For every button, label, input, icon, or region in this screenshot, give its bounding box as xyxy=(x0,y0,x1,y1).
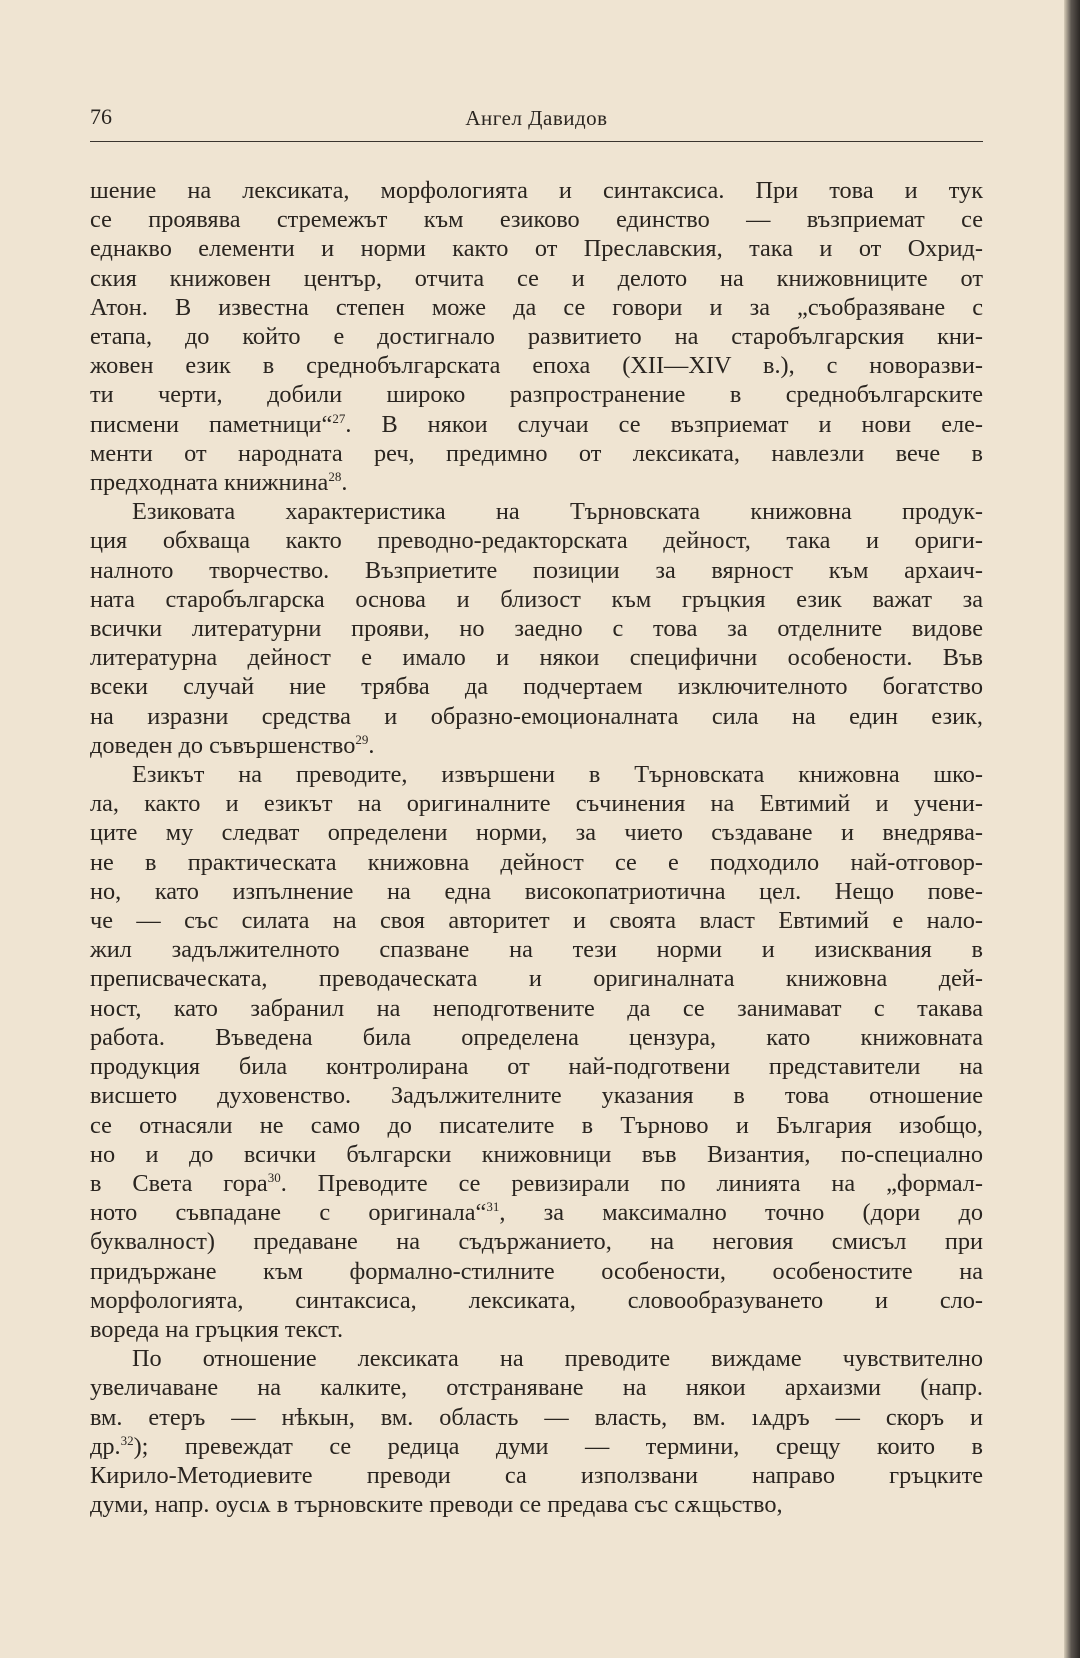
text-line: морфологията, синтаксиса, лексиката, словообразуването и сло- xyxy=(90,1286,983,1314)
text-line: ност, като забранил на неподготвените да се занимават с такава xyxy=(90,994,983,1022)
text-line: ците му следват определени норми, за чието създаване и внедрява- xyxy=(90,819,983,847)
text-line: менти от народната реч, предимно от лексиката, навлезли вече в xyxy=(90,439,983,467)
text-line: доведен до съвършенство$^{29}$. xyxy=(90,731,375,759)
text-line: че — със силата на своя авторитет и своята власт Евтимий е нало- xyxy=(90,907,983,935)
text-line: еднакво елементи и норми както от Преславския, така и от Охрид- xyxy=(90,235,983,263)
text-line: работа. Въведена била определена цензура, като книжовната xyxy=(90,1023,983,1051)
paragraph xyxy=(90,760,983,1344)
running-title: Ангел Давидов xyxy=(465,106,608,130)
text-line: преписваческата, преводаческата и оригиналната книжовна дей- xyxy=(90,965,983,993)
text-line: в Света гора$^{30}$. Преводите се ревизирали по линията на „формал- xyxy=(90,1169,983,1197)
header-rule xyxy=(90,141,983,142)
page-edge-shadow xyxy=(1064,0,1080,1658)
text-line: писмени паметници“$^{27}$. В някои случаи се възприемат и нови еле- xyxy=(90,410,983,438)
text-line: всеки случай ние трябва да подчертаем изключителното богатство xyxy=(90,673,983,701)
text-line: вм. етеръ — нѣкын, вм. область — власть, вм. ıѧдръ — скоръ и xyxy=(90,1403,983,1431)
text-line: Езиковата характеристика на Търновската книжовна продук- xyxy=(132,498,983,526)
text-line: ти черти, добили широко разпространение в среднобългарските xyxy=(90,381,983,409)
text-line: ната старобългарска основа и близост към гръцкия език важат за xyxy=(90,585,983,613)
text-line: ла, както и езикът на оригиналните съчинения на Евтимий и учени- xyxy=(90,790,983,818)
text-line: но, като изпълнение на една високопатриотична цел. Нещо пове- xyxy=(90,877,983,905)
text-line: Атон. В известна степен може да се говори и за „съобразяване с xyxy=(90,293,983,321)
text-line: се отнасяли не само до писателите в Търново и България изобщо, xyxy=(90,1111,983,1139)
text-line: жил задължителното спазване на тези норми и изисквания в xyxy=(90,936,983,964)
text-line: Кирило-Методиевите преводи са използвани направо гръцките xyxy=(90,1461,983,1489)
running-head xyxy=(90,100,983,140)
text-line: продукция била контролирана от най-подготвени представители на xyxy=(90,1053,983,1081)
text-line: Езикът на преводите, извършени в Търновската книжовна шко- xyxy=(132,761,983,789)
text-line: се проявява стремежът към езиково единство — възприемат се xyxy=(90,206,983,234)
text-line: увеличаване на калките, отстраняване на някои архаизми (напр. xyxy=(90,1374,983,1402)
text-line: но и до всички български книжовници във Византия, по-специално xyxy=(90,1140,983,1168)
text-line: ното съвпадане с оригинала“$^{31}$, за максимално точно (дори до xyxy=(90,1199,983,1227)
text-line: не в практическата книжовна дейност се е подходило най-отговор- xyxy=(90,848,983,876)
page-number: 76 xyxy=(90,104,112,129)
text-line: шение на лексиката, морфологията и синтаксиса. При това и тук xyxy=(90,177,983,204)
text-line: думи, напр. оусıѧ в търновските преводи се предава със сѫщьство, xyxy=(90,1491,783,1519)
text-line: налното творчество. Възприетите позиции за вярност към архаич- xyxy=(90,556,983,584)
text-line: др.$^{32}$); превеждат се редица думи — термини, срещу които в xyxy=(90,1432,983,1460)
text-line: ския книжовен център, отчита се и делото на книжовниците от xyxy=(90,264,983,292)
text-line: буквалност) предаване на съдържанието, на неговия смисъл при xyxy=(90,1228,983,1256)
text-line: придържане към формално-стилните особености, особеностите на xyxy=(90,1257,983,1285)
text-line: литературна дейност е имало и някои специфични особености. Във xyxy=(90,644,983,672)
text-line: По отношение лексиката на преводите виждаме чувствително xyxy=(132,1345,983,1373)
paragraph xyxy=(90,1344,983,1519)
text-line: висшето духовенство. Задължителните указания в това отношение xyxy=(90,1082,983,1110)
text-line: вореда на гръцкия текст. xyxy=(90,1315,344,1343)
text-line: етапа, до който е достигнало развитието на старобългарския кни- xyxy=(90,323,983,351)
text-line: жовен език в среднобългарската епоха (XII—XIV в.), с новоразви- xyxy=(90,352,983,380)
text-line: предходната книжнина$^{28}$. xyxy=(90,468,348,497)
text-line: на изразни средства и образно-емоционалната сила на един език, xyxy=(90,702,983,730)
text-line: всички литературни прояви, но заедно с това за отделните видове xyxy=(90,615,983,643)
text-line: ция обхваща както преводно-редакторската дейност, така и ориги- xyxy=(90,527,983,555)
paragraph xyxy=(90,176,983,497)
paragraph xyxy=(90,497,983,760)
body-text xyxy=(90,176,983,1519)
